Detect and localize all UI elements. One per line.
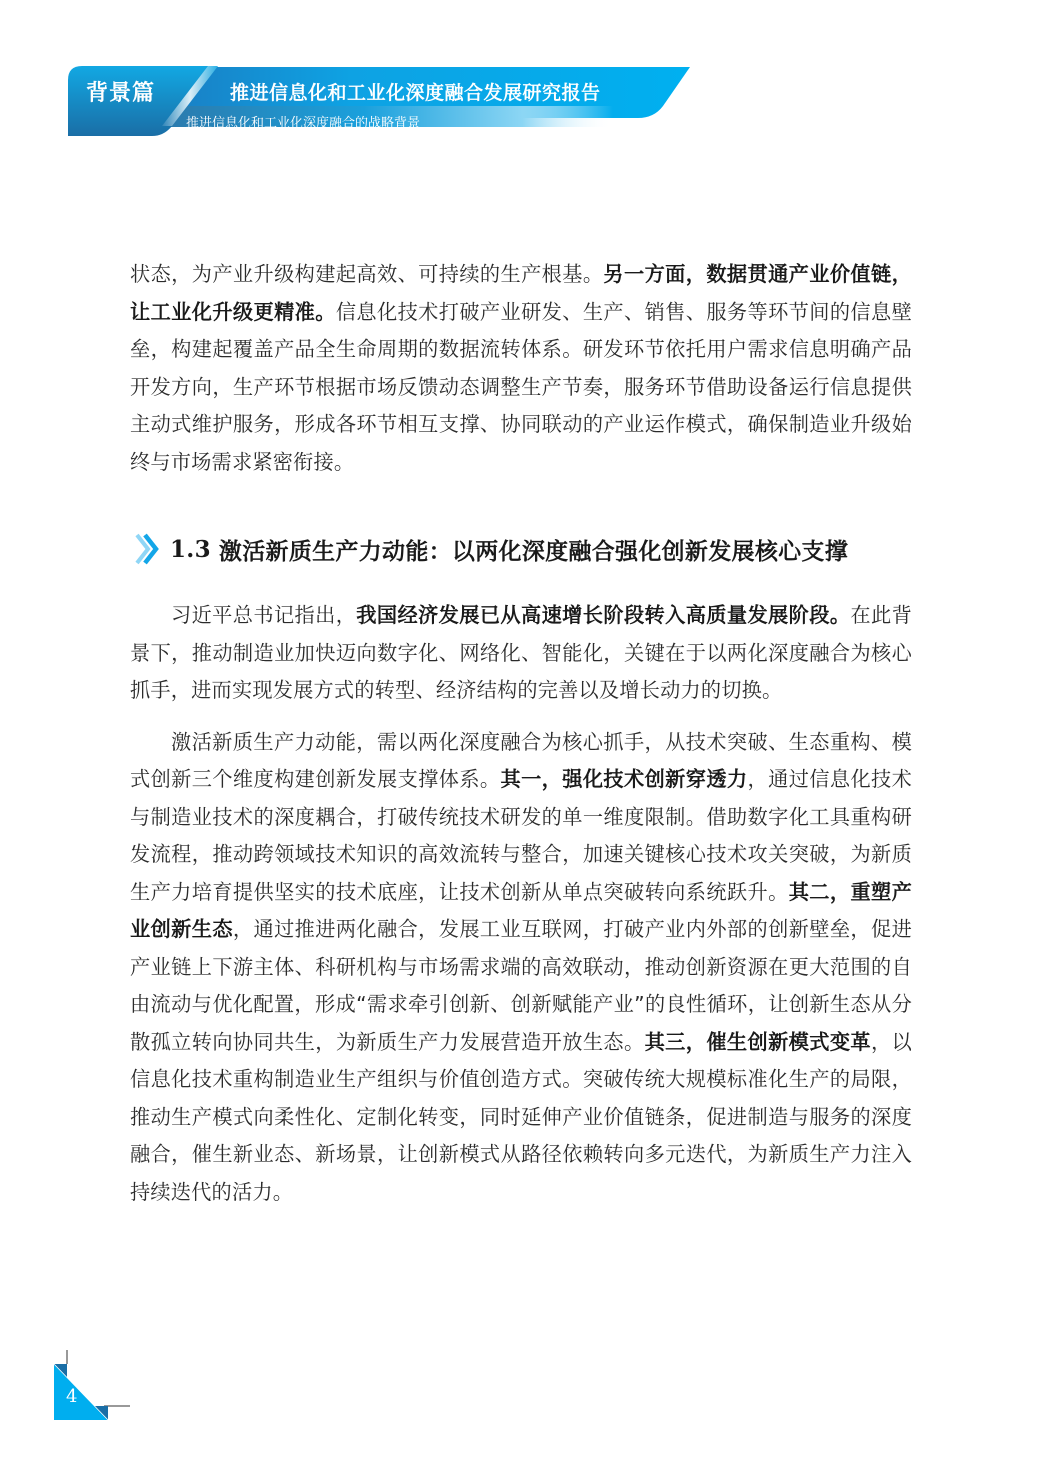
text-run: 习近平总书记指出， xyxy=(171,603,357,627)
section-number: 1.3 xyxy=(170,535,211,563)
paragraph xyxy=(130,597,912,710)
text-run: 在此背景下，推动制造业加快迈向数字化、网络化、智能化，关键在于以两化深度融合为核心抓手，进而实现发展方式的转型、经济结构的完善以及增长动力的切换。 xyxy=(130,603,912,702)
section-tag: 背景篇 xyxy=(86,81,156,106)
bold-text-run: 我国经济发展已从高速增长阶段转入高质量发展阶段。 xyxy=(356,603,851,627)
paragraph xyxy=(130,724,912,1212)
text-run: 激活新质生产力动能，需以两化深度融合为核心抓手，从技术突破、生态重构、模式创新三个维度构建创新发展支撑体系。 xyxy=(130,729,912,791)
bold-text-run: 其三，催生创新模式变革 xyxy=(644,1029,872,1054)
text-run: ，通过推进两化融合，发展工业互联网，打破产业内外部的创新壁垒，促进产业链上下游主体、科研机构与市场需求端的高效联动，推动创新资源在更大范围的自由流动与优化配置，形成“需求牵引创新、创新赋能产业”的良性循环，让创新生态从分散孤立转向协同共生，为新质生产力发展营造开放生态。 xyxy=(130,917,912,1054)
text-run: 信息化技术打破产业研发、生产、销售、服务等环节间的信息壁垒，构建起覆盖产品全生命周期的数据流转体系。研发环节依托用户需求信息明确产品开发方向，生产环节根据市场反馈动态调整生产节奏，服务环节借助设备运行信息提供主动式维护服务，形成各环节相互支撑、协同联动的产业运作模式，确保制造业升级始终与市场需求紧密衔接。 xyxy=(130,299,912,474)
double-chevron-right-icon xyxy=(134,531,164,567)
bold-text-run: 其一，强化技术创新穿透力 xyxy=(500,767,748,791)
page-number: 4 xyxy=(66,1386,78,1407)
report-subtitle: 推进信息化和工业化深度融合的战略背景 xyxy=(186,116,421,131)
header-banner xyxy=(68,66,690,138)
document-body xyxy=(130,256,912,1211)
text-run: ，通过信息化技术与制造业技术的深度耦合，打破传统技术研发的单一维度限制。借助数字化工具重构研发流程，推动跨领域技术知识的高效流转与整合，加速关键核心技术攻关突破，为新质生产力培育提供坚实的技术底座，让技术创新从单点突破转向系统跃升。 xyxy=(130,767,913,904)
section-heading xyxy=(130,529,912,569)
report-title: 推进信息化和工业化深度融合发展研究报告 xyxy=(230,82,601,104)
paragraph-continuation xyxy=(130,256,912,481)
section-title: 激活新质生产力动能：以两化深度融合强化创新发展核心支撑 xyxy=(218,538,849,565)
bold-text-run: 另一方面，数据贯通产业价值链，让工业化升级更精准。 xyxy=(130,262,912,324)
text-run: 状态，为产业升级构建起高效、可持续的生产根基。 xyxy=(130,262,604,286)
bold-text-run: 其二，重塑产业创新生态 xyxy=(130,879,912,941)
text-run: ，以信息化技术重构制造业生产组织与价值创造方式。突破传统大规模标准化生产的局限，推动生产模式向柔性化、定制化转变，同时延伸产业价值链条，促进制造与服务的深度融合，催生新业态、新场景，让创新模式从路径依赖转向多元迭代，为新质生产力注入持续迭代的活力。 xyxy=(130,1029,912,1204)
page-corner-decoration xyxy=(52,1350,132,1422)
